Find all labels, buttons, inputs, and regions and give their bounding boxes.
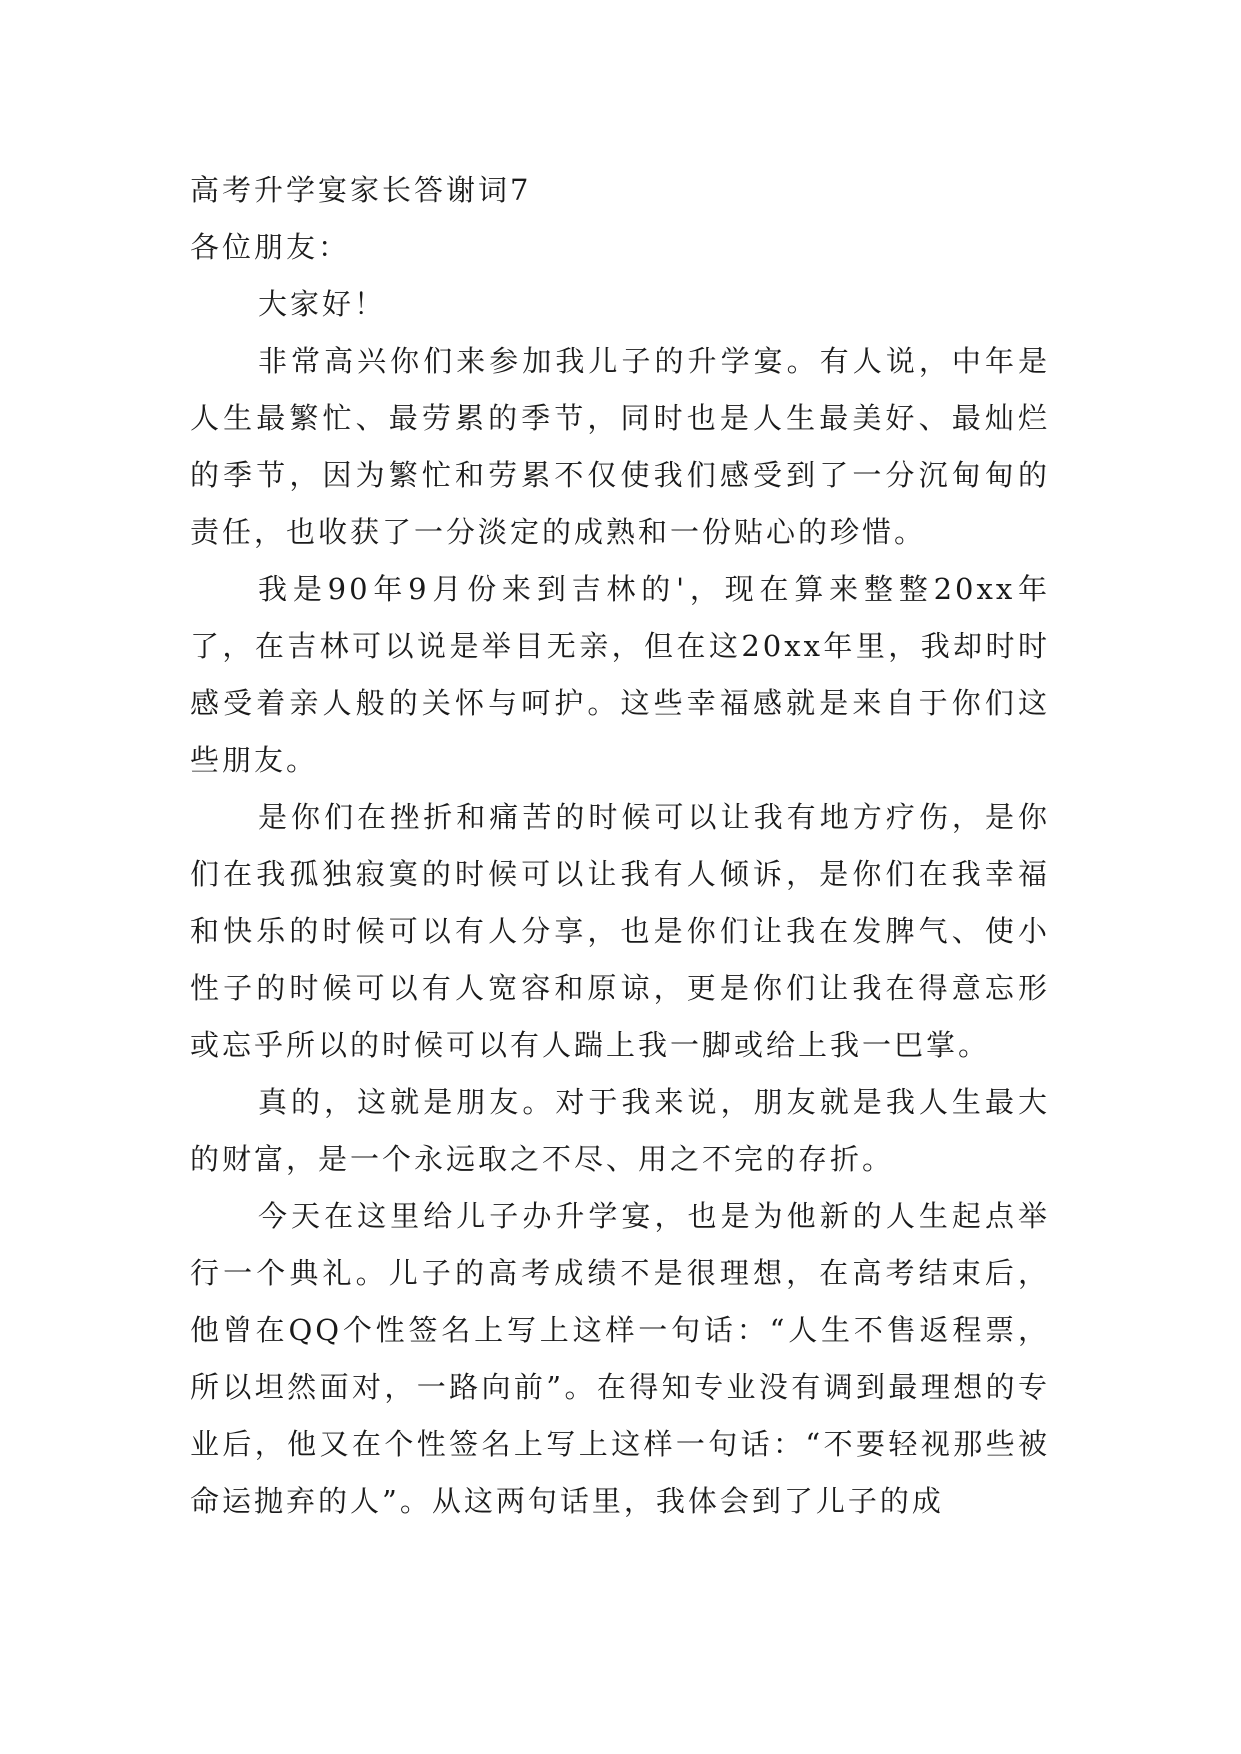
document-title: 高考升学宴家长答谢词7: [190, 173, 532, 207]
paragraph: 是你们在挫折和痛苦的时候可以让我有地方疗伤，是你们在我孤独寂寞的时候可以让我有人倾诉，是你们在我幸福和快乐的时候可以有人分享，也是你们让我在发脾气、使小性子的时候可以有人宽容和原谅，更是你们让我在得意忘形或忘乎所以的时候可以有人踹上我一脚或给上我一巴掌。: [190, 800, 1050, 1062]
salutation: 各位朋友：: [190, 230, 351, 264]
document-body: [190, 162, 1050, 1530]
paragraph: 真的，这就是朋友。对于我来说，朋友就是我人生最大的财富，是一个永远取之不尽、用之不完的存折。: [190, 1085, 1050, 1176]
paragraph: 今天在这里给儿子办升学宴，也是为他新的人生起点举行一个典礼。儿子的高考成绩不是很理想，在高考结束后，他曾在QQ个性签名上写上这样一句话：“人生不售返程票，所以坦然面对，一路向前”。在得知专业没有调到最理想的专业后，他又在个性签名上写上这样一句话：“不要轻视那些被命运抛弃的人”。从这两句话里，我体会到了儿子的成: [190, 1199, 1050, 1518]
paragraph-greeting: 大家好！: [258, 287, 387, 321]
paragraph: 非常高兴你们来参加我儿子的升学宴。有人说，中年是人生最繁忙、最劳累的季节，同时也是人生最美好、最灿烂的季节，因为繁忙和劳累不仅使我们感受到了一分沉甸甸的责任，也收获了一分淡定的成熟和一份贴心的珍惜。: [190, 344, 1050, 549]
paragraph: 我是90年9月份来到吉林的'，现在算来整整20xx年了，在吉林可以说是举目无亲，但在这20xx年里，我却时时感受着亲人般的关怀与呵护。这些幸福感就是来自于你们这些朋友。: [190, 572, 1050, 777]
